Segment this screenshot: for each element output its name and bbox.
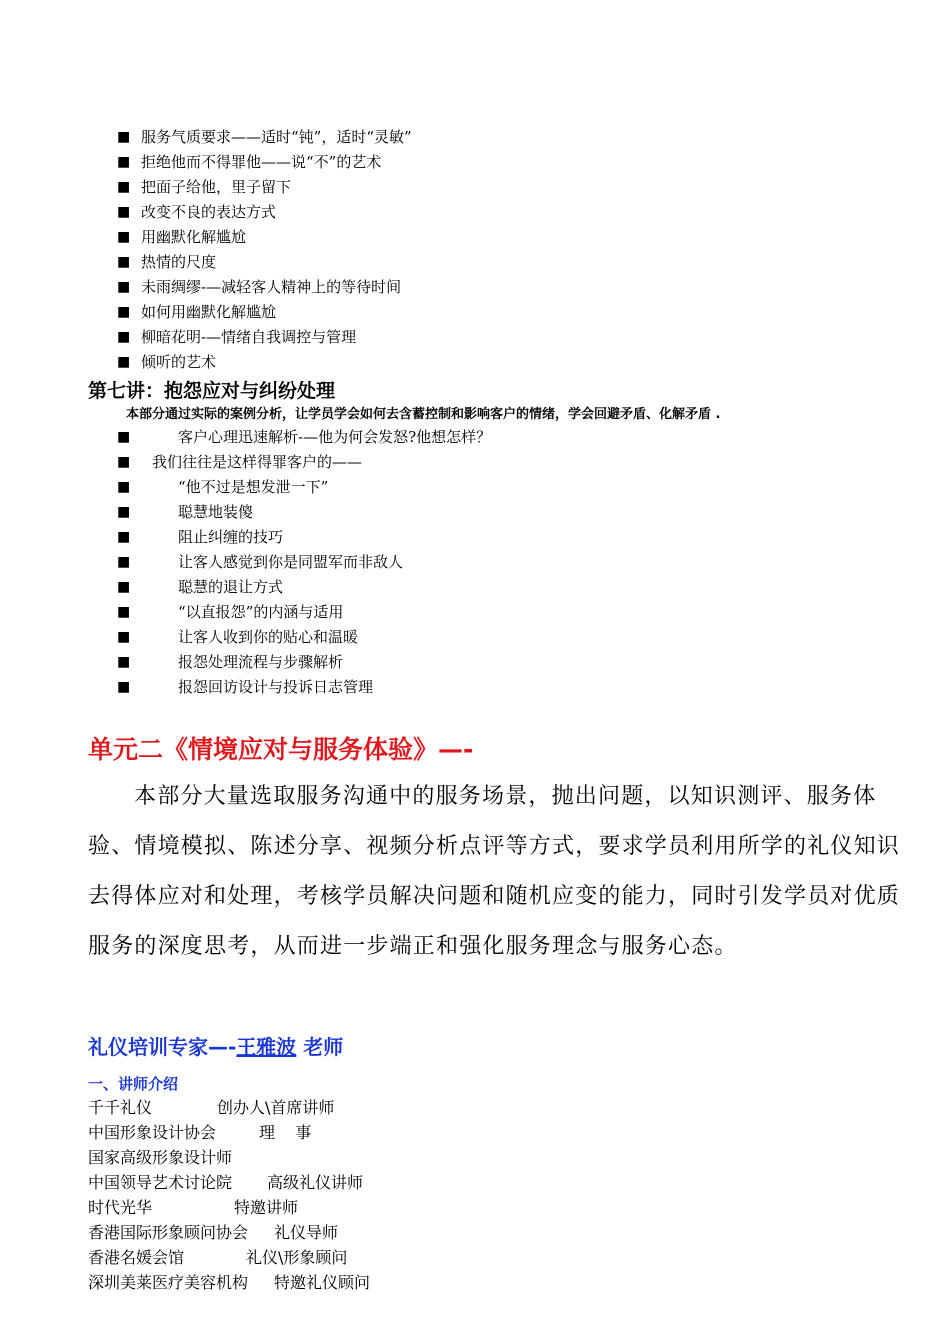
- bullet-icon: ■: [117, 679, 131, 695]
- credential-role: 特邀礼仪顾问: [274, 1273, 371, 1292]
- paragraph-text: 本部分大量选取服务沟通中的服务场景，抛出问题，以知识测评、服务体验、情境模拟、陈述分享、视频分析点评等方式，要求学员利用所学的礼仪知识去得体应对和处理，考核学员解决问题和随机应变的能力，同时引发学员对优质服务的深度思考，从而进一步端正和强化服务理念与服务心态。: [88, 784, 901, 959]
- credential-org: 中国领导艺术讨论院: [88, 1173, 233, 1192]
- bullet-icon: ■: [117, 354, 131, 370]
- expert-heading: [88, 1031, 343, 1060]
- bullet-icon: ■: [117, 429, 131, 445]
- unit-paragraph: [88, 772, 908, 972]
- credential-role: 理 事: [259, 1123, 312, 1142]
- bullet-icon: ■: [117, 579, 131, 595]
- list-item: 拒绝他而不得罪他——说“不”的艺术: [141, 153, 382, 171]
- bullet-icon: ■: [117, 129, 131, 145]
- list-item: 倾听的艺术: [141, 353, 217, 371]
- bullet-icon: ■: [117, 454, 131, 470]
- unit-title: 单元二《情境应对与服务体验》—-: [88, 735, 474, 764]
- bullet-icon: ■: [117, 329, 131, 345]
- credential-org: 香港名媛会馆: [88, 1248, 185, 1267]
- list-item: 改变不良的表达方式: [141, 203, 277, 221]
- list-item: 聪慧地装傻: [178, 503, 254, 521]
- expert-prefix: 礼仪培训专家—-: [88, 1035, 237, 1059]
- lecture-title: 第七讲：抱怨应对与纠纷处理: [88, 380, 336, 402]
- list-item: “以直报怨”的内涵与适用: [178, 603, 344, 621]
- list-item: 报怨回访设计与投诉日志管理: [178, 678, 374, 696]
- bullet-icon: ■: [117, 279, 131, 295]
- credential-role: 创办人\首席讲师: [217, 1098, 335, 1117]
- credential-org: 中国形象设计协会: [88, 1123, 217, 1142]
- list-item: 如何用幽默化解尴尬: [141, 303, 277, 321]
- bullet-icon: ■: [117, 604, 131, 620]
- credential-org: 国家高级形象设计师: [88, 1148, 233, 1167]
- credential-role: 礼仪导师: [274, 1223, 339, 1242]
- list-item: 用幽默化解尴尬: [141, 228, 247, 246]
- expert-name: 王雅波: [236, 1035, 297, 1059]
- bullet-icon: ■: [117, 229, 131, 245]
- list-item: 我们往往是这样得罪客户的——: [152, 453, 363, 471]
- credential-role: 特邀讲师: [234, 1198, 299, 1217]
- list-item: 柳暗花明-—情绪自我调控与管理: [141, 328, 357, 346]
- credential-org: 深圳美莱医疗美容机构: [88, 1273, 249, 1292]
- list-item: 报怨处理流程与步骤解析: [178, 653, 344, 671]
- bullet-icon: ■: [117, 154, 131, 170]
- credential-role: 礼仪\形象顾问: [246, 1248, 348, 1267]
- bullet-icon: ■: [117, 304, 131, 320]
- list-item: 服务气质要求——适时“钝”，适时“灵敏”: [141, 128, 412, 146]
- credential-org: 千千礼仪: [88, 1098, 153, 1117]
- list-item: “他不过是想发泄一下”: [178, 478, 329, 496]
- list-item: 让客人收到你的贴心和温暖: [178, 628, 359, 646]
- bullet-icon: ■: [117, 204, 131, 220]
- list-item: 未雨绸缪-—减轻客人精神上的等待时间: [141, 278, 402, 296]
- bullet-icon: ■: [117, 529, 131, 545]
- bullet-icon: ■: [117, 654, 131, 670]
- list-item: 阻止纠缠的技巧: [178, 528, 284, 546]
- list-item: 客户心理迅速解析-—他为何会发怒?他想怎样？: [178, 428, 492, 446]
- bullet-icon: ■: [117, 479, 131, 495]
- section-title: 一、讲师介绍: [88, 1075, 179, 1093]
- list-item: 聪慧的退让方式: [178, 578, 284, 596]
- bullet-icon: ■: [117, 629, 131, 645]
- list-item: 把面子给他，里子留下: [141, 178, 292, 196]
- list-item: 热情的尺度: [141, 253, 217, 271]
- bullet-icon: ■: [117, 254, 131, 270]
- credential-org: 香港国际形象顾问协会: [88, 1223, 249, 1242]
- expert-suffix: 老师: [296, 1035, 344, 1059]
- bullet-icon: ■: [117, 504, 131, 520]
- list-item: 让客人感觉到你是同盟军而非敌人: [178, 553, 404, 571]
- bullet-icon: ■: [117, 554, 131, 570]
- lecture-intro: 本部分通过实际的案例分析，让学员学会如何去含蓄控制和影响客户的情绪，学会回避矛盾、化解矛盾 .: [126, 407, 721, 422]
- credential-org: 时代光华: [88, 1198, 153, 1217]
- bullet-icon: ■: [117, 179, 131, 195]
- credential-role: 高级礼仪讲师: [267, 1173, 364, 1192]
